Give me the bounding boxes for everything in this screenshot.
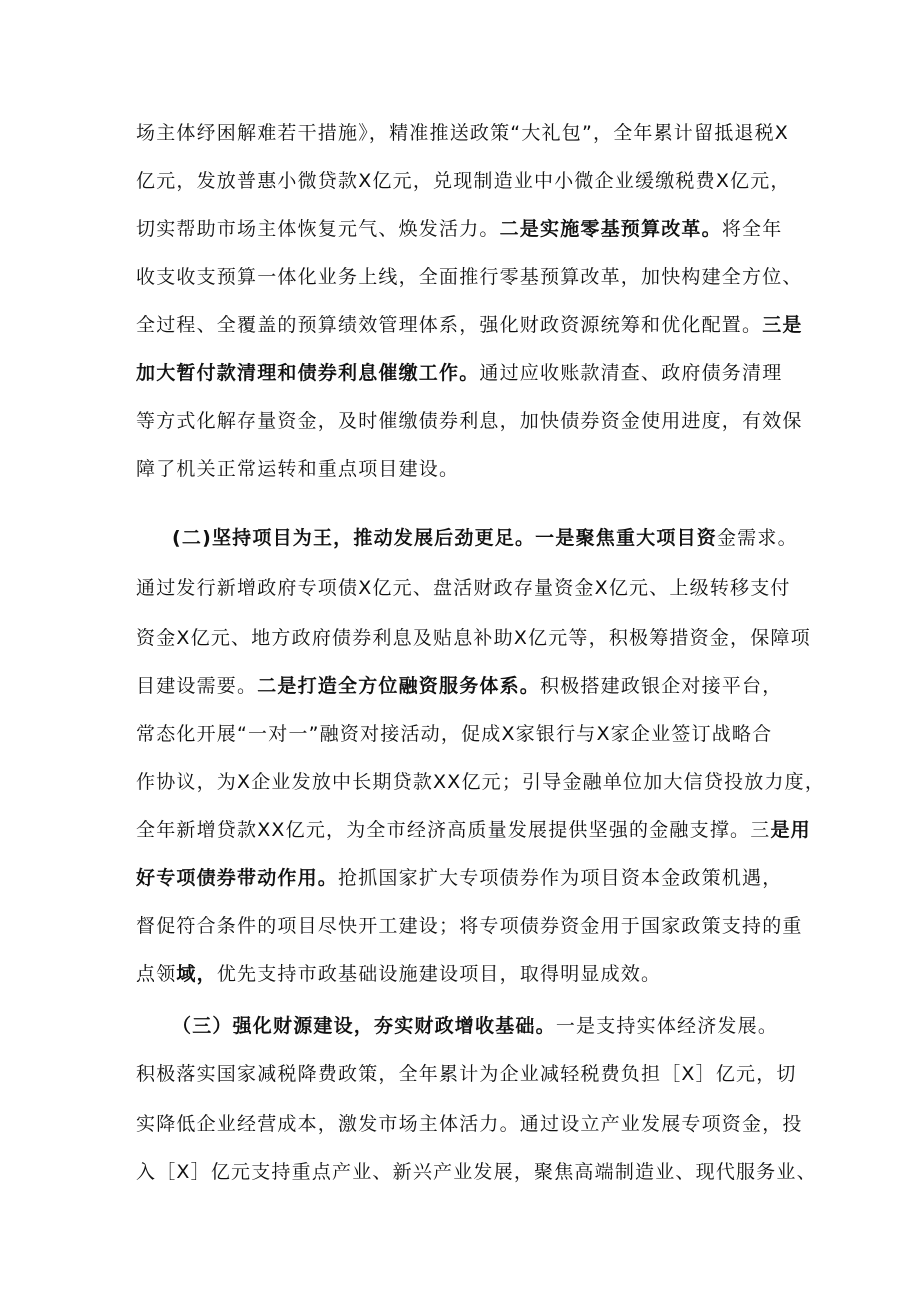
bold-text-run: 加大暂付款清理和债券利息催缴工作。 bbox=[136, 362, 480, 384]
paragraph-1-line-2 bbox=[136, 165, 796, 197]
paragraph-1-line-6 bbox=[136, 357, 796, 389]
paragraph-1-line-7 bbox=[136, 405, 803, 437]
text-run: 抢抓国家扩大专项债券作为项目资本金政策机遇， bbox=[338, 867, 783, 889]
text-run: 通过应收账款清查、政府债务清理 bbox=[479, 362, 783, 384]
bold-text-run: （三）强化财源建设，夯实财政增收基础。 bbox=[172, 1015, 556, 1037]
paragraph-3-line-2 bbox=[136, 1058, 796, 1090]
bold-text-run: 三是 bbox=[762, 314, 803, 336]
text-run: 全过程、全覆盖的预算绩效管理体系，强化财政资源统筹和优化配置。 bbox=[136, 314, 763, 336]
paragraph-1-line-4 bbox=[136, 261, 803, 293]
text-run: 收支收支预算一体化业务上线，全面推行零基预算改革，加快构建全方位、 bbox=[136, 266, 803, 288]
paragraph-2-line-8 bbox=[136, 862, 796, 894]
bold-text-run: 是用 bbox=[770, 819, 811, 841]
paragraph-1-line-5 bbox=[136, 309, 803, 341]
text-run: 场主体纾困解难若干措施》，精准推送政策“大礼包”，全年累计留抵退税X bbox=[136, 122, 790, 144]
paragraph-1-line-8 bbox=[136, 453, 796, 485]
paragraph-1-line-1 bbox=[136, 117, 796, 149]
text-run: 点领 bbox=[136, 963, 177, 985]
text-run: 优先支持市政基础设施建设项目，取得明显成效。 bbox=[216, 963, 662, 985]
text-run: 作协议，为X企业发放中长期贷款XX亿元；引导金融单位加大信贷投放力度， bbox=[136, 771, 826, 793]
paragraph-2-line-9 bbox=[136, 910, 803, 942]
text-run: 通过发行新增政府专项债X亿元、盘活财政存量资金X亿元、上级转移支付 bbox=[136, 577, 791, 599]
bold-text-run: 二是实施零基预算改革。 bbox=[499, 218, 722, 240]
text-run: 资金X亿元、地方政府债券利息及贴息补助X亿元等，积极筹措资金，保障项 bbox=[136, 627, 811, 649]
text-run: 一是支持实体经济发展。 bbox=[555, 1015, 779, 1037]
paragraph-2-line-5 bbox=[136, 718, 796, 750]
paragraph-1-line-3 bbox=[136, 213, 796, 245]
paragraph-2-line-10 bbox=[136, 958, 796, 990]
paragraph-2-line-4 bbox=[136, 670, 796, 702]
text-run: 金需求。 bbox=[716, 527, 798, 549]
bold-text-run: 域， bbox=[176, 963, 217, 985]
text-run: 障了机关正常运转和重点项目建设。 bbox=[136, 458, 460, 480]
paragraph-3-line-3 bbox=[136, 1108, 803, 1140]
text-run: 切实帮助市场主体恢复元气、焕发活力。 bbox=[136, 218, 500, 240]
text-run: 亿元，发放普惠小微贷款X亿元，兑现制造业中小微企业缓缴税费X亿元， bbox=[136, 170, 791, 192]
paragraph-2-line-3 bbox=[136, 622, 811, 654]
text-run: 积极落实国家减税降费政策，全年累计为企业减轻税费负担［X］亿元，切 bbox=[136, 1063, 797, 1085]
text-run: 积极搭建政银企对接平台， bbox=[540, 675, 783, 697]
bold-text-run: 好专项债券带动作用。 bbox=[136, 867, 339, 889]
text-run: 将全年 bbox=[721, 218, 783, 240]
text-run: 常态化开展“一对一”融资对接活动，促成X家银行与X家企业签订战略合 bbox=[136, 723, 773, 745]
paragraph-2-line-7 bbox=[136, 814, 811, 846]
paragraph-2-line-2 bbox=[136, 572, 796, 604]
text-run: 实降低企业经营成本，激发市场主体活力。通过设立产业发展专项资金，投 bbox=[136, 1113, 803, 1135]
text-run: 入［X］亿元支持重点产业、新兴产业发展，聚焦高端制造业、现代服务业、 bbox=[136, 1161, 817, 1183]
text-run: 等方式化解存量资金，及时催缴债券利息，加快债券资金使用进度，有效保 bbox=[136, 410, 803, 432]
text-run: 目建设需要。 bbox=[136, 675, 258, 697]
text-run: 督促符合条件的项目尽快开工建设；将专项债券资金用于国家政策支持的重 bbox=[136, 915, 803, 937]
bold-text-run: (二)坚持项目为王，推动发展后劲更足。一是聚焦重大项目资 bbox=[172, 527, 717, 549]
text-run: 全年新增贷款XX亿元，为全市经济高质量发展提供坚强的金融支撑。三 bbox=[136, 819, 771, 841]
paragraph-3-line-4 bbox=[136, 1156, 817, 1188]
paragraph-2-line-6 bbox=[136, 766, 826, 798]
paragraph-3-line-1 bbox=[172, 1010, 796, 1042]
paragraph-2-line-1 bbox=[172, 522, 796, 554]
bold-text-run: 二是打造全方位融资服务体系。 bbox=[257, 675, 541, 697]
